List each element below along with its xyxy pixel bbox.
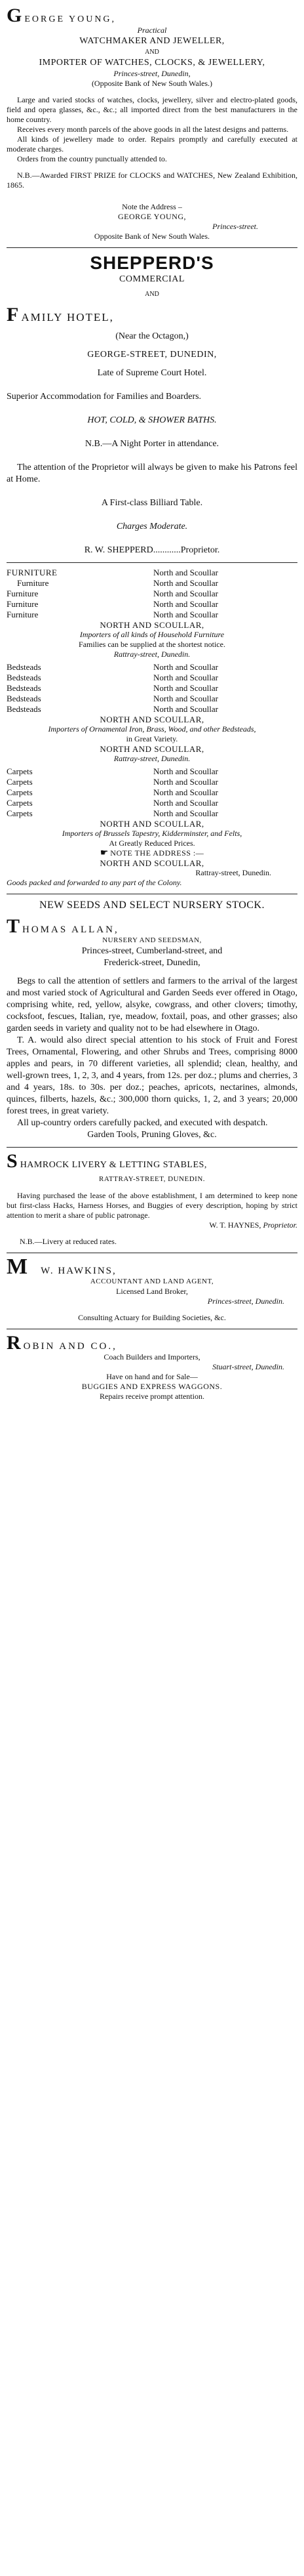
bedstead-rows [7,662,297,715]
list-item: Furniture North and Scoullar [7,610,218,619]
ad-shamrock-livery: S HAMROCK LIVERY & LETTING STABLES, RATTRAY-STREET, DUNEDIN. Having purchased the lease of the above establishment, I am determined to keep none but first-class Hacks, Harness Horses, and Buggies of every description, hoping by strict attention to merit a share of public patronage. W. T. HAYNES, Proprietor. N.B.—Livery at reduced rates. [7,1150,297,1246]
list-item: Carpets North and Scoullar [7,777,218,787]
advertiser-name: M W. HAWKINS, [7,1255,117,1279]
list-item: Furniture North and Scoullar [17,578,218,588]
note-address-line: ☛ NOTE THE ADDRESS :— [100,848,204,858]
list-item: Bedsteads North and Scoullar [7,683,218,693]
ad-hawkins: M W. HAWKINS, ACCOUNTANT AND LAND AGENT, Licensed Land Broker, Princes-street, Dunedin. Consulting Actuary for Building Societies, &c. [7,1255,297,1327]
furniture-rows [7,568,297,620]
proprietor-line: R. W. SHEPPERD............Proprietor. [84,545,220,555]
list-item: Carpets North and Scoullar [7,808,218,818]
list-item: Bedsteads North and Scoullar [7,662,218,672]
list-item: Bedsteads North and Scoullar [7,673,218,682]
advertiser-name: R OBIN AND CO., [7,1332,117,1354]
divider [7,562,297,563]
list-item: FURNITURE North and Scoullar [7,568,218,577]
ad-north-scoullar: FURNITURE North and Scoullar Furniture North and Scoullar Furniture North and Scoullar Furniture North and Scoullar Furniture North and Scoullar NORTH AND SCOULLAR, Importers of all kinds of Household Furniture Families can be supplied at the shortest notice. Rattray-street, Dunedin. Bedsteads North and Scoullar Bedsteads North and Scoullar Bedsteads North and Scoullar Bedsteads North and Scoullar Bedsteads North and Scoullar NORTH AND SCOULLAR, Importers of Ornamental Iron, Brass, Wood, and other Bedsteads, in Great Variety. NORTH AND SCOULLAR, Rattray-street, Dunedin. Carpets North and Scoullar Carpets North and Scoullar Carpets North and Scoullar Carpets North and Scoullar Carpets North and Scoullar NORTH AND SCOULLAR, Importers of Brussels Tapestry, Kidderminster, and Felts, At Greatly Reduced Prices. ☛ NOTE THE ADDRESS :— NORTH AND SCOULLAR, Rattray-street, Dunedin. Goods packed and forwarded to any part of the Colony. [7,565,297,892]
stables-name: S HAMROCK LIVERY & LETTING STABLES, [7,1150,207,1172]
list-item: Carpets North and Scoullar [7,787,218,797]
pointing-hand-icon: ☛ [100,848,109,858]
advertiser-name: T HOMAS ALLAN, [7,915,119,937]
ad-thomas-allan: NEW SEEDS AND SELECT NURSERY STOCK. T HOMAS ALLAN, NURSERY AND SEEDSMAN, Princes-street, Cumberland-street, and Frederick-street, Dunedin, Begs to call the attention of settlers and farmers to the arrival of the largest and most varied stock of Agricultural and Garden Seeds ever offered in Otago, comprising white, red, yellow, alsyke, cowgrass, and other clovers; timothy, cocksfoot, fescues, Italian, rye, meadow, foxtail, poas, and other grasses; also garden seeds in variety and quality not to be had elsewhere in Otago. T. A. would also direct special attention to his stock of Fruit and Forest Trees, Ornamental, Flowering, and other Shrubs and Trees, comprising 8000 apples and pears, in 70 different varieties, all splendid; clean, healthy, and well-grown trees, 1, 2, 3, and 4 years, from 12s. per doz.; plums and cherries, 3 and 4 years, 18s. to 30s. per doz.; peaches, apricots, nectarines, almonds, quinces, filberts, hazels, &c.; 300,000 thorn quicks, 1, 2, and 3 years; 20,000 forest trees, in great variety. All up-country orders carefully packed, and executed with despatch. Garden Tools, Pruning Gloves, &c. [7,900,297,1140]
hotel-name: F AMILY HOTEL, [7,304,114,325]
carpet-rows [7,766,297,819]
list-item: Furniture North and Scoullar [7,589,218,598]
list-item: Bedsteads North and Scoullar [7,694,218,703]
newspaper-column [7,4,297,1405]
list-item: Carpets North and Scoullar [7,766,218,776]
list-item: Bedsteads North and Scoullar [7,704,218,714]
divider [7,247,297,248]
list-item: Furniture North and Scoullar [7,599,218,609]
ad-robin-and-co: R OBIN AND CO., Coach Builders and Importers, Stuart-street, Dunedin. Have on hand and for Sale— BUGGIES AND EXPRESS WAGGONS. Repairs receive prompt attention. [7,1331,297,1405]
ad-george-young: G EORGE YOUNG, Practical WATCHMAKER AND JEWELLER, AND IMPORTER OF WATCHES, CLOCKS, & JEWELLERY, Princes-street, Dunedin, (Opposite Bank of New South Wales.) Large and varied stocks of watches, clocks, jewellery, silver and electro-plated goods, field and opera glasses, &c., &c.; all imported direct from the best manufacturers in the home country. Receives every month parcels of the above goods in all the latest designs and patterns. All kinds of jewellery made to order. Repairs promptly and carefully executed at moderate charges. Orders from the country punctually attended to. N.B.—Awarded FIRST PRIZE for CLOCKS and WATCHES, New Zealand Exhibition, 1865. Note the Address – GEORGE YOUNG, Princes-street. Opposite Bank of New South Wales. [7,5,297,241]
divider [7,1147,297,1148]
proprietor-line: W. T. HAYNES, Proprietor. [209,1220,297,1230]
list-item: Carpets North and Scoullar [7,798,218,808]
ad-shepperd-hotel: SHEPPERD'S COMMERCIAL AND F AMILY HOTEL, (Near the Octagon,) GEORGE-STREET, DUNEDIN, Late of Supreme Court Hotel. Superior Accommodation for Families and Boarders. HOT, COLD, & SHOWER BATHS. N.B.—A Night Porter in attendance. The attention of the Proprietor will always be given to make his Patrons feel at Home. A First-class Billiard Table. Charges Moderate. R. W. SHEPPERD............Proprietor. [7,253,297,555]
advertiser-name: G EORGE YOUNG, [7,5,117,26]
